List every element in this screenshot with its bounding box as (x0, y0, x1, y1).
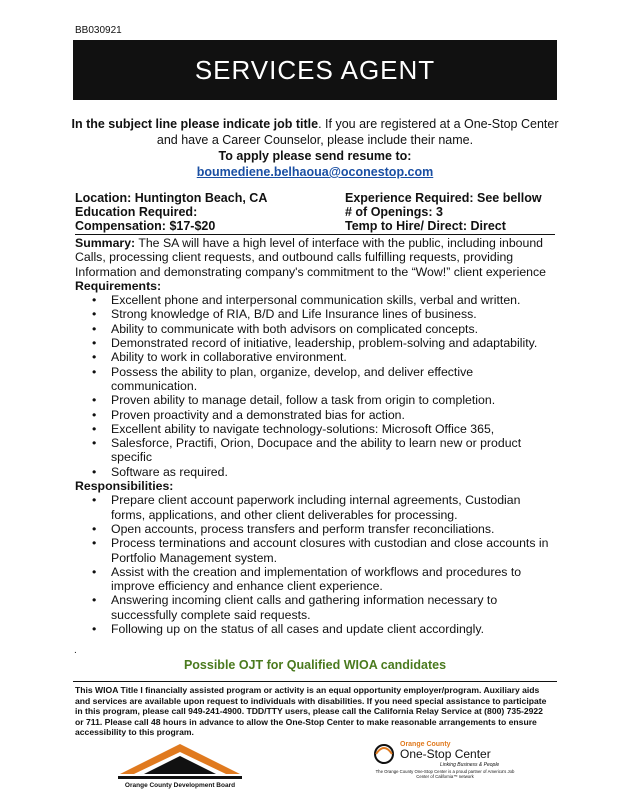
document-id: BB030921 (75, 25, 122, 36)
list-item: • Following up on the status of all cases and update client accordingly. (75, 622, 555, 636)
logo-base-bar (118, 776, 242, 779)
list-item: • Salesforce, Practifi, Orion, Docupace and the ability to learn new or product specific (75, 436, 555, 465)
onestop-logo-note: The Orange County One-Stop Center is a proud partner of America's Job Center of California™ network (375, 769, 515, 779)
eeo-disclaimer: This WIOA Title I financially assisted program or activity is an equal opportunity employer/program. Auxiliary aids and services are available upon request to individuals with disabilities. If you need special assistance to participate in this program, please call 949-241-4900. TDD/TTY users, please call the California Relay Service at (800) 735-2922 or 711. Please call 48 hours in advance to allow the One-Stop Center to make reasonable arrangements to ensure accessibility to this program. (75, 685, 547, 737)
list-item: • Strong knowledge of RIA, B/D and Life Insurance lines of business. (75, 307, 555, 321)
list-item: • Excellent ability to navigate technology-solutions: Microsoft Office 365, (75, 422, 555, 436)
compensation: Compensation: $17-$20 (75, 219, 216, 233)
education-required: Education Required: (75, 205, 198, 219)
summary-text: The SA will have a high level of interface with the public, including inbound Calls, processing client requests, and outbound calls fulfilling requests, providing Information and demonstrating company's commitment to the “Wow!” client experience (75, 236, 546, 279)
list-item: • Proven ability to manage detail, follow a task from origin to completion. (75, 393, 555, 407)
globe-arc-icon (376, 748, 392, 754)
list-item: • Possess the ability to plan, organize, develop, and deliver effective communication. (75, 365, 555, 394)
ojt-notice: Possible OJT for Qualified WIOA candidates (183, 658, 447, 672)
onestop-logo-tagline: Linking Business & People (440, 762, 500, 768)
summary-label: Summary: (75, 236, 136, 250)
email-link[interactable]: boumediene.belhaoua@oconestop.com (196, 165, 434, 179)
list-item: • Open accounts, process transfers and perform transfer reconciliations. (75, 522, 555, 536)
list-item: • Demonstrated record of initiative, leadership, problem-solving and adaptability. (75, 336, 555, 350)
list-item: • Prepare client account paperwork including internal agreements, Custodian forms, applications, and other client deliverables for processing. (75, 493, 555, 522)
list-item: • Software as required. (75, 465, 555, 479)
job-title-banner (73, 40, 557, 100)
list-item: • Process terminations and account closures with custodian and close accounts in Portfolio Management system. (75, 536, 555, 565)
list-item: • Assist with the creation and implementation of workflows and procedures to improve efficiency and enhance client experience. (75, 565, 555, 594)
one-stop-center-logo (370, 738, 520, 788)
responsibilities-list (75, 493, 555, 636)
number-of-openings: # of Openings: 3 (345, 205, 443, 219)
list-item: • Ability to communicate with both advisors on complicated concepts. (75, 322, 555, 336)
hire-type: Temp to Hire/ Direct: Direct (345, 219, 506, 233)
job-description (75, 236, 555, 636)
apply-line: To apply please send resume to: (218, 149, 412, 163)
summary (75, 236, 555, 279)
onestop-logo-line2: One-Stop Center (400, 747, 491, 761)
stray-dot: . (74, 645, 77, 656)
onestop-logo-line1: Orange County (400, 741, 451, 748)
orange-county-development-board-logo (110, 734, 290, 790)
requirements-list (75, 293, 555, 479)
intro-line2: and have a Career Counselor, please include their name. (156, 133, 474, 147)
experience-required: Experience Required: See bellow (345, 191, 542, 205)
location: Location: Huntington Beach, CA (75, 191, 268, 205)
requirements-heading: Requirements: (75, 278, 162, 293)
list-item: • Excellent phone and interpersonal communication skills, verbal and written. (75, 293, 555, 307)
job-title: SERVICES AGENT (194, 54, 436, 85)
divider (73, 681, 557, 682)
application-instructions (60, 116, 570, 180)
responsibilities-heading: Responsibilities: (75, 479, 174, 494)
list-item: • Ability to work in collaborative environment. (75, 350, 555, 364)
intro-line1-rest: . If you are registered at a One-Stop Center (318, 117, 559, 131)
list-item: • Answering incoming client calls and gathering information necessary to successfully complete said requests. (75, 593, 555, 622)
list-item: • Proven proactivity and a demonstrated bias for action. (75, 408, 555, 422)
job-info-table (75, 191, 555, 235)
ocdb-logo-text: Orange County Development Board (124, 782, 236, 789)
subject-line-instruction: In the subject line please indicate job title (71, 117, 319, 131)
